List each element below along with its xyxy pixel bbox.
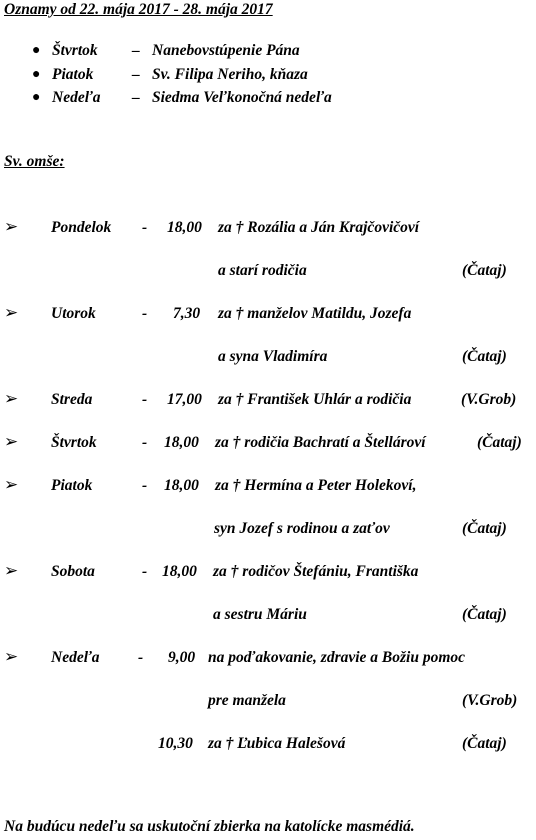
mass-place: (Čataj)	[462, 735, 507, 752]
feast-day: Piatok	[52, 66, 94, 83]
mass-intention-cont: a sestru Máriu	[213, 606, 307, 623]
mass-dash: -	[142, 477, 148, 494]
arrow-icon: ➢	[4, 217, 19, 236]
mass-day: Nedeľa	[51, 649, 100, 666]
arrow-icon: ➢	[4, 432, 19, 451]
feast-day: Štvrtok	[52, 42, 98, 59]
arrow-icon: ➢	[4, 389, 19, 408]
mass-intention: za † František Uhlár a rodičia	[218, 391, 412, 408]
feast-name: Sv. Filipa Neriho, kňaza	[152, 66, 308, 83]
mass-intention: za † rodičia Bachratí a Štellároví	[215, 434, 426, 451]
mass-place: (Čataj)	[462, 606, 507, 623]
mass-time: 18,00	[164, 434, 199, 451]
mass-time: 10,30	[158, 735, 193, 752]
arrow-icon: ➢	[4, 303, 19, 322]
mass-intention-cont: pre manžela	[208, 692, 286, 709]
mass-intention: za † Hermína a Peter Holekoví,	[215, 477, 417, 494]
feast-dash: –	[132, 66, 140, 83]
mass-dash: -	[142, 563, 148, 580]
mass-intention: za † Rozália a Ján Krajčovičoví	[218, 219, 420, 236]
feast-name: Nanebovstúpenie Pána	[152, 42, 300, 59]
bullet-icon: ●	[32, 67, 41, 82]
bullet-icon: ●	[32, 43, 41, 58]
mass-intention-cont: syn Jozef s rodinou a zaťov	[214, 520, 390, 537]
mass-dash: -	[138, 649, 144, 666]
mass-day: Štvrtok	[51, 434, 97, 451]
mass-place: (Čataj)	[462, 262, 507, 279]
mass-dash: -	[142, 219, 148, 236]
mass-time: 9,00	[168, 649, 196, 666]
mass-day: Sobota	[51, 563, 95, 580]
feast-day: Nedeľa	[52, 89, 101, 106]
mass-dash: -	[142, 434, 148, 451]
mass-time: 18,00	[164, 477, 199, 494]
mass-intention-cont: a syna Vladimíra	[218, 348, 328, 365]
masses-heading: Sv. omše:	[4, 153, 65, 170]
mass-time: 7,30	[173, 305, 201, 322]
feast-name: Siedma Veľkonočná nedeľa	[152, 89, 332, 106]
mass-intention: za † rodičov Štefániu, Františka	[213, 563, 419, 580]
page-title: Oznamy od 22. mája 2017 - 28. mája 2017	[4, 1, 273, 18]
arrow-icon: ➢	[4, 561, 19, 580]
arrow-icon: ➢	[4, 647, 19, 666]
mass-place: (V.Grob)	[462, 692, 518, 709]
mass-day: Streda	[51, 391, 93, 408]
mass-time: 18,00	[167, 219, 202, 236]
bullet-icon: ●	[32, 90, 41, 105]
mass-place: (Čataj)	[462, 520, 507, 537]
mass-dash: -	[142, 391, 148, 408]
mass-day: Utorok	[51, 305, 96, 322]
arrow-icon: ➢	[4, 475, 19, 494]
mass-place: (V.Grob)	[461, 391, 517, 408]
mass-time: 18,00	[162, 563, 197, 580]
mass-day: Pondelok	[51, 219, 112, 236]
mass-dash: -	[142, 305, 148, 322]
mass-place: (Čataj)	[462, 348, 507, 365]
mass-intention: na poďakovanie, zdravie a Božiu pomoc	[208, 649, 466, 666]
mass-intention: za † manželov Matildu, Jozefa	[218, 305, 412, 322]
mass-intention-cont: a starí rodičia	[218, 262, 307, 279]
mass-day: Piatok	[51, 477, 93, 494]
mass-intention: za † Ľubica Halešová	[208, 735, 346, 752]
feast-dash: –	[132, 42, 140, 59]
mass-time: 17,00	[167, 391, 202, 408]
mass-place: (Čataj)	[477, 434, 522, 451]
collection-announcement: Na budúcu nedeľu sa uskutoční zbierka na katolícke masmédiá.	[4, 818, 415, 835]
feast-dash: –	[132, 89, 140, 106]
